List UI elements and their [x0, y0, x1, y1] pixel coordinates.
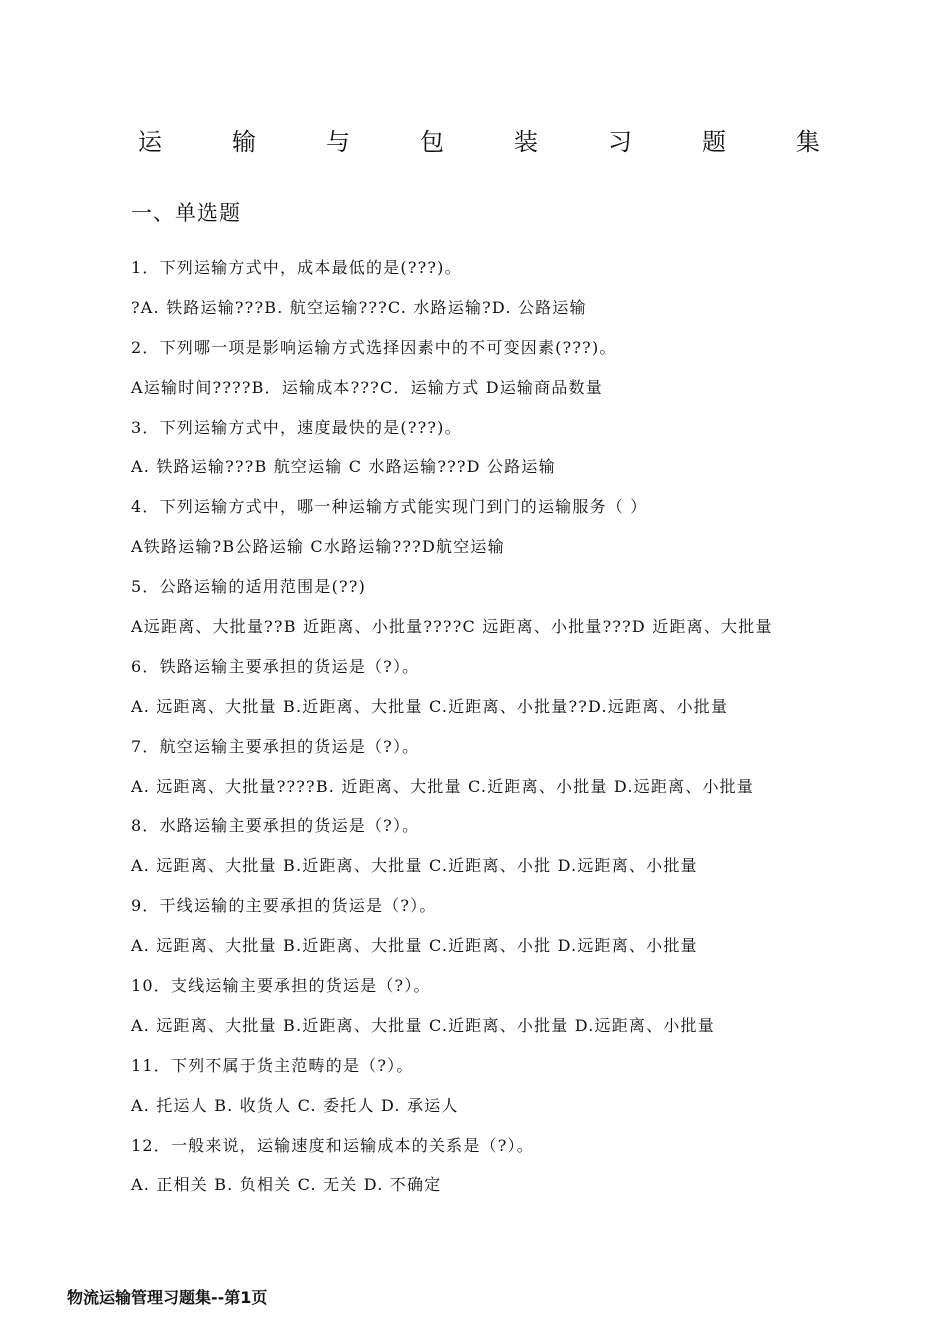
question-8-options: A. 远距离、大批量 B.近距离、大批量 C.近距离、小批 D.远距离、小批量 [131, 856, 698, 876]
section-heading: 一、单选题 [131, 201, 241, 225]
page-footer: 物流运输管理习题集--第1页 [67, 1288, 268, 1307]
question-6-stem: 6．铁路运输主要承担的货运是（?）。 [131, 656, 420, 676]
question-12-stem: 12．一般来说，运输速度和运输成本的关系是（?）。 [131, 1135, 534, 1155]
question-11-stem: 11．下列不属于货主范畴的是（?）。 [131, 1055, 414, 1075]
question-7-options: A. 远距离、大批量????B. 近距离、大批量 C.近距离、小批量 D.远距离、小批量 [131, 776, 755, 796]
question-3-options: A. 铁路运输???B 航空运输 C 水路运输???D 公路运输 [131, 457, 556, 477]
title-char: 集 [796, 128, 820, 156]
question-5-stem: 5．公路运输的适用范围是(??) [131, 577, 367, 597]
title-char: 与 [326, 128, 350, 156]
question-11-options: A. 托运人 B. 收货人 C. 委托人 D. 承运人 [131, 1095, 459, 1115]
question-1-options: ?A. 铁路运输???B. 航空运输???C. 水路运输?D. 公路运输 [131, 297, 587, 317]
question-2-stem: 2．下列哪一项是影响运输方式选择因素中的不可变因素(???)。 [131, 337, 617, 357]
title-char: 输 [232, 128, 256, 156]
question-1-stem: 1．下列运输方式中，成本最低的是(???)。 [131, 258, 462, 277]
question-8-stem: 8．水路运输主要承担的货运是（?）。 [131, 816, 420, 836]
title-char: 运 [138, 128, 162, 156]
question-4-options: A铁路运输?B公路运输 C水路运输???D航空运输 [131, 537, 505, 557]
title-char: 装 [514, 128, 538, 156]
title-char: 习 [608, 128, 632, 156]
question-2-options: A运输时间????B．运输成本???C．运输方式 D运输商品数量 [131, 377, 603, 397]
question-4-stem: 4．下列运输方式中，哪一种运输方式能实现门到门的运输服务（ ） [131, 497, 648, 517]
question-12-options: A. 正相关 B. 负相关 C. 无关 D. 不确定 [131, 1175, 442, 1195]
document-title [138, 124, 820, 160]
title-char: 包 [420, 128, 444, 156]
question-5-options: A远距离、大批量??B 近距离、小批量????C 远距离、小批量???D 近距离、大批量 [131, 617, 773, 637]
question-10-options: A. 远距离、大批量 B.近距离、大批量 C.近距离、小批量 D.远距离、小批量 [131, 1015, 715, 1035]
question-3-stem: 3．下列运输方式中，速度最快的是(???)。 [131, 417, 462, 437]
question-9-stem: 9．干线运输的主要承担的货运是（?）。 [131, 896, 437, 916]
question-9-options: A. 远距离、大批量 B.近距离、大批量 C.近距离、小批 D.远距离、小批量 [131, 936, 698, 956]
question-10-stem: 10．支线运输主要承担的货运是（?）。 [131, 976, 431, 996]
question-list [131, 253, 831, 1210]
title-char: 题 [702, 128, 726, 156]
question-6-options: A. 远距离、大批量 B.近距离、大批量 C.近距离、小批量??D.远距离、小批量 [131, 696, 729, 716]
question-7-stem: 7．航空运输主要承担的货运是（?）。 [131, 736, 420, 756]
